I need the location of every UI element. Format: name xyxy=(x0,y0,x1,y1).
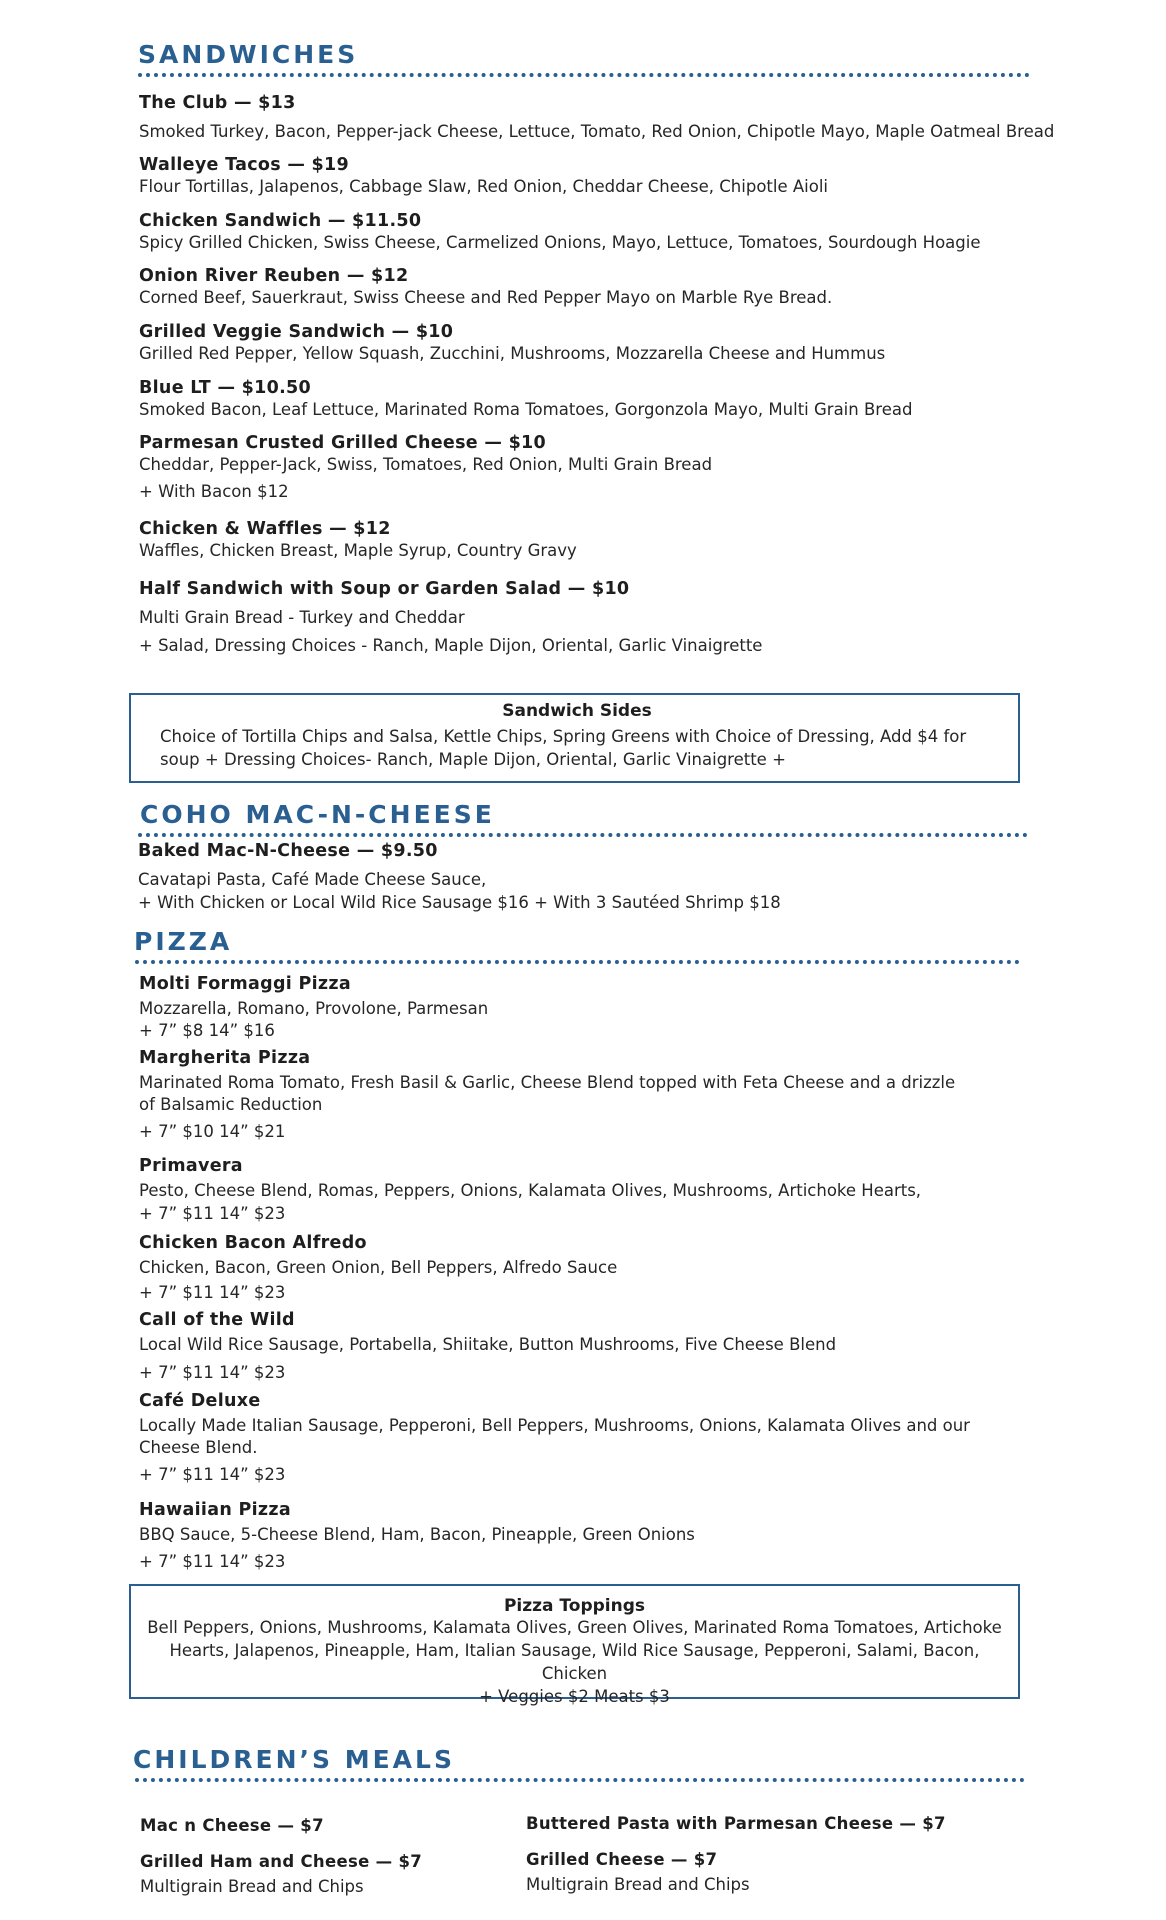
menu-item xyxy=(139,973,1059,1042)
item-desc: Spicy Grilled Chicken, Swiss Cheese, Carmelized Onions, Mayo, Lettuce, Tomatoes, Sourdough Hoagie xyxy=(139,233,981,252)
box-title: Pizza Toppings xyxy=(503,1596,646,1616)
menu-item xyxy=(139,321,1059,365)
item-desc: Local Wild Rice Sausage, Portabella, Shiitake, Button Mushrooms, Five Cheese Blend xyxy=(139,1335,837,1354)
item-desc: Multigrain Bread and Chips xyxy=(140,1877,364,1896)
item-desc: Chicken, Bacon, Green Onion, Bell Peppers, Alfredo Sauce xyxy=(139,1258,618,1277)
item-price: + 7” $11 14” $23 xyxy=(139,1204,286,1223)
item-desc: Multigrain Bread and Chips xyxy=(526,1875,750,1894)
item-name: Parmesan Crusted Grilled Cheese — $10 xyxy=(139,433,546,453)
item-name: Grilled Cheese — $7 xyxy=(526,1850,718,1869)
menu-item xyxy=(139,1232,1059,1305)
item-name: Call of the Wild xyxy=(139,1310,295,1330)
box-title: Sandwich Sides xyxy=(502,701,652,721)
menu-item xyxy=(139,1047,1059,1144)
pizza-toppings-box xyxy=(129,1584,1020,1706)
menu-item xyxy=(140,1851,540,1899)
menu-item xyxy=(526,1849,926,1897)
item-name: Margherita Pizza xyxy=(139,1048,311,1068)
item-name: Café Deluxe xyxy=(139,1391,261,1411)
item-name: Baked Mac-N-Cheese — $9.50 xyxy=(138,841,438,861)
item-name: Chicken Bacon Alfredo xyxy=(139,1233,367,1253)
section-title-pizza: PIZZA xyxy=(134,927,233,956)
section-divider xyxy=(135,1778,1025,1782)
menu-item xyxy=(138,840,1058,914)
box-text: soup + Dressing Choices- Ranch, Maple Dijon, Oriental, Garlic Vinaigrette + xyxy=(160,750,786,769)
item-desc: Grilled Red Pepper, Yellow Squash, Zucchini, Mushrooms, Mozzarella Cheese and Hummus xyxy=(139,344,886,363)
item-price: + 7” $10 14” $21 xyxy=(139,1122,286,1141)
menu-item xyxy=(139,92,1059,144)
item-desc: Smoked Bacon, Leaf Lettuce, Marinated Roma Tomatoes, Gorgonzola Mayo, Multi Grain Bread xyxy=(139,400,913,419)
menu-item xyxy=(139,1155,1059,1225)
item-desc: Corned Beef, Sauerkraut, Swiss Cheese and Red Pepper Mayo on Marble Rye Bread. xyxy=(139,288,833,307)
item-desc: Cheese Blend. xyxy=(139,1438,258,1457)
menu-item xyxy=(139,1499,1059,1574)
item-name: Walleye Tacos — $19 xyxy=(139,155,349,175)
item-name: Buttered Pasta with Parmesan Cheese — $7 xyxy=(526,1814,946,1833)
item-desc: Multi Grain Bread - Turkey and Cheddar xyxy=(139,608,465,627)
box-text: + Veggies $2 Meats $3 xyxy=(479,1687,670,1706)
item-addon: + With Chicken or Local Wild Rice Sausage $16 + With 3 Sautéed Shrimp $18 xyxy=(138,893,781,912)
item-price: + 7” $11 14” $23 xyxy=(139,1465,286,1484)
item-desc: Flour Tortillas, Jalapenos, Cabbage Slaw, Red Onion, Cheddar Cheese, Chipotle Aioli xyxy=(139,177,828,196)
item-desc: Cheddar, Pepper-Jack, Swiss, Tomatoes, Red Onion, Multi Grain Bread xyxy=(139,455,713,474)
menu-item xyxy=(139,578,1059,658)
item-name: Primavera xyxy=(139,1156,243,1176)
menu-item xyxy=(139,154,1059,198)
section-title-sandwiches: SANDWICHES xyxy=(138,40,359,69)
menu-item xyxy=(139,1390,1059,1487)
item-name: Chicken Sandwich — $11.50 xyxy=(139,211,422,231)
item-name: Chicken & Waffles — $12 xyxy=(139,519,391,539)
menu-item xyxy=(139,432,1059,504)
menu-item xyxy=(139,265,1059,309)
item-name: Grilled Veggie Sandwich — $10 xyxy=(139,322,454,342)
box-text: Choice of Tortilla Chips and Salsa, Kettle Chips, Spring Greens with Choice of Dressing, Add $4 for xyxy=(160,727,967,746)
section-divider xyxy=(138,73,1030,77)
item-name: Grilled Ham and Cheese — $7 xyxy=(140,1852,423,1871)
section-divider xyxy=(138,833,1028,837)
item-name: The Club — $13 xyxy=(139,93,296,113)
item-name: Hawaiian Pizza xyxy=(139,1500,291,1520)
menu-item xyxy=(140,1815,540,1837)
item-name: Mac n Cheese — $7 xyxy=(140,1816,324,1835)
item-desc: Marinated Roma Tomato, Fresh Basil & Garlic, Cheese Blend topped with Feta Cheese and a drizzle xyxy=(139,1073,956,1092)
menu-item xyxy=(139,210,1059,254)
item-desc: BBQ Sauce, 5-Cheese Blend, Ham, Bacon, Pineapple, Green Onions xyxy=(139,1525,695,1544)
item-name: Molti Formaggi Pizza xyxy=(139,974,351,994)
menu-item xyxy=(139,1309,1059,1385)
item-desc: Smoked Turkey, Bacon, Pepper-jack Cheese, Lettuce, Tomato, Red Onion, Chipotle Mayo, Maple Oatmeal Bread xyxy=(139,122,1055,141)
section-title-childrens-meals: CHILDREN’S MEALS xyxy=(133,1745,455,1774)
item-desc: of Balsamic Reduction xyxy=(139,1095,323,1114)
section-title-mac-n-cheese: COHO MAC-N-CHEESE xyxy=(140,800,495,829)
item-price: + 7” $11 14” $23 xyxy=(139,1283,286,1302)
item-name: Blue LT — $10.50 xyxy=(139,378,311,398)
item-name: Half Sandwich with Soup or Garden Salad — $10 xyxy=(139,579,630,599)
menu-item xyxy=(139,518,1059,562)
box-text: Bell Peppers, Onions, Mushrooms, Kalamata Olives, Green Olives, Marinated Roma Tomatoes, Artichoke xyxy=(147,1618,1002,1637)
item-addon: + Salad, Dressing Choices - Ranch, Maple Dijon, Oriental, Garlic Vinaigrette xyxy=(139,636,763,655)
item-price: + 7” $11 14” $23 xyxy=(139,1363,286,1382)
menu-item xyxy=(526,1813,1026,1835)
menu-item xyxy=(139,377,1059,421)
item-price: + 7” $8 14” $16 xyxy=(139,1021,275,1040)
item-name: Onion River Reuben — $12 xyxy=(139,266,409,286)
item-desc: Locally Made Italian Sausage, Pepperoni, Bell Peppers, Mushrooms, Onions, Kalamata Olives and our xyxy=(139,1416,970,1435)
sandwich-sides-box xyxy=(129,693,1020,783)
box-text: Hearts, Jalapenos, Pineapple, Ham, Italian Sausage, Wild Rice Sausage, Pepperoni, Salami, Bacon, Chicken xyxy=(169,1641,980,1683)
item-desc: Cavatapi Pasta, Café Made Cheese Sauce, xyxy=(138,870,487,889)
item-price: + 7” $11 14” $23 xyxy=(139,1552,286,1571)
item-desc: Pesto, Cheese Blend, Romas, Peppers, Onions, Kalamata Olives, Mushrooms, Artichoke Hearts, xyxy=(139,1181,922,1200)
item-desc: Mozzarella, Romano, Provolone, Parmesan xyxy=(139,999,489,1018)
section-divider xyxy=(135,960,1020,964)
item-addon: + With Bacon $12 xyxy=(139,482,289,501)
item-desc: Waffles, Chicken Breast, Maple Syrup, Country Gravy xyxy=(139,541,577,560)
